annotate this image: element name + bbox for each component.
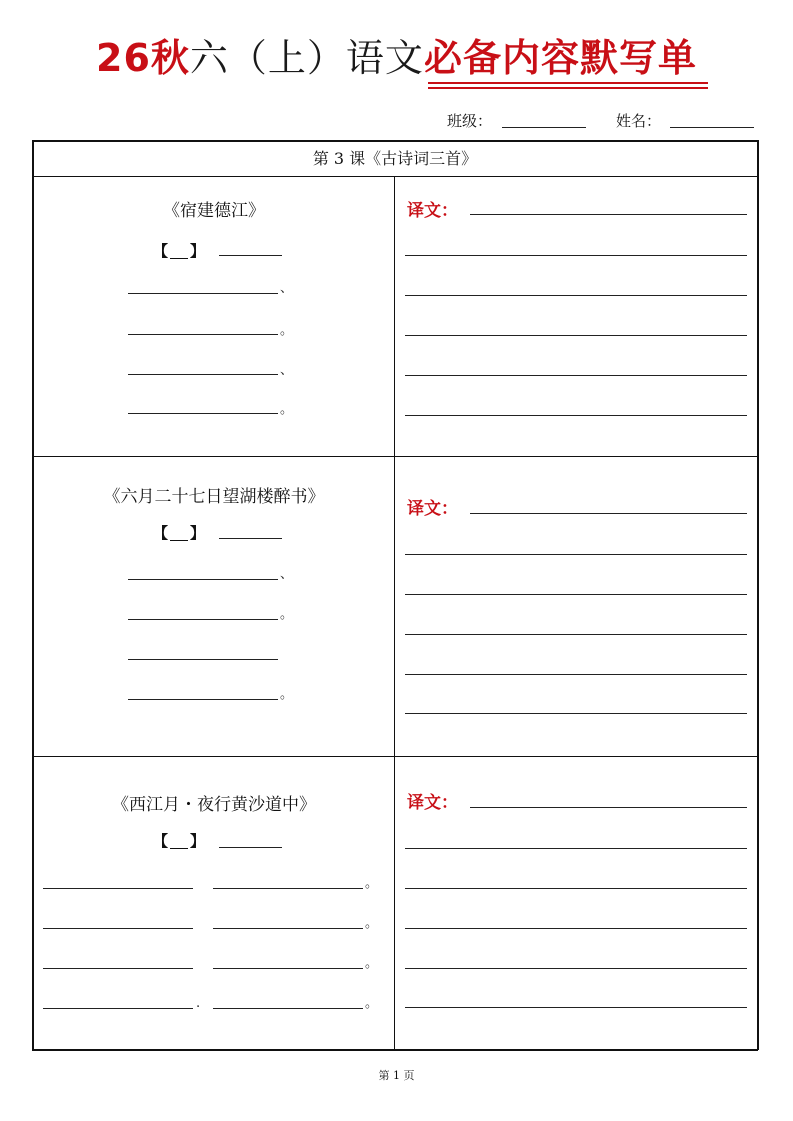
poem-3-punct-1: 。	[365, 876, 379, 891]
table-border-left	[32, 140, 34, 1050]
poem-3-translation-line-2[interactable]	[405, 848, 747, 849]
poem-3-line-2b[interactable]	[213, 928, 363, 929]
poem-3-punct-4: 。	[365, 996, 379, 1011]
table-border-header	[32, 176, 758, 177]
title-part-3: 必备内容默写单	[423, 36, 697, 80]
poem-1-translation-line-4[interactable]	[405, 335, 747, 336]
poem-2-translation-line-4[interactable]	[405, 634, 747, 635]
poem-2-author-blank[interactable]	[219, 538, 282, 539]
poem-2-translation-line-1[interactable]	[470, 513, 747, 514]
table-border-right	[757, 140, 759, 1050]
bracket-close: 】	[190, 524, 206, 542]
poem-3-punct-3: 。	[365, 956, 379, 971]
name-label: 姓名：	[616, 112, 662, 130]
poem-1-line-1[interactable]	[128, 293, 278, 294]
page-number: 第 1 页	[378, 1069, 415, 1082]
poem-3-translation-line-6[interactable]	[405, 1007, 747, 1008]
class-field[interactable]	[502, 127, 586, 128]
poem-2-line-4[interactable]	[128, 699, 278, 700]
poem-1-title: 《宿建德江》	[163, 201, 265, 221]
poem-2-line-3[interactable]	[128, 659, 278, 660]
poem-1-line-3[interactable]	[128, 374, 278, 375]
poem-3-author-blank[interactable]	[219, 847, 282, 848]
poem-3-punct-4-left: .	[196, 996, 201, 1011]
poem-1-translation-line-2[interactable]	[405, 255, 747, 256]
poem-2-translation-label: 译文：	[407, 499, 458, 519]
poem-1-author	[153, 240, 205, 261]
poem-3-line-1b[interactable]	[213, 888, 363, 889]
table-border-row2	[32, 756, 758, 757]
table-border-row1	[32, 456, 758, 457]
bracket-open: 【	[153, 832, 169, 850]
poem-3-author	[153, 830, 205, 851]
poem-3-line-1a[interactable]	[43, 888, 193, 889]
poem-1-author-blank[interactable]	[219, 255, 282, 256]
poem-1-line-4[interactable]	[128, 413, 278, 414]
poem-2-punct-2: 。	[280, 607, 294, 622]
title-part-1: 26秋	[96, 36, 190, 80]
poem-1-translation-line-5[interactable]	[405, 375, 747, 376]
dynasty-blank[interactable]	[170, 834, 188, 849]
poem-2-translation-line-6[interactable]	[405, 713, 747, 714]
title-underline-1	[428, 82, 708, 84]
poem-2-line-2[interactable]	[128, 619, 278, 620]
bracket-open: 【	[153, 242, 169, 260]
poem-1-punct-2: 。	[280, 323, 294, 338]
poem-2-punct-1: 、	[280, 567, 294, 582]
poem-3-translation-line-3[interactable]	[405, 888, 747, 889]
poem-2-translation-line-5[interactable]	[405, 674, 747, 675]
poem-1-translation-line-1[interactable]	[470, 214, 747, 215]
class-label: 班级：	[447, 112, 493, 130]
title-part-2: 六（上）语文	[189, 36, 424, 80]
poem-1-translation-label: 译文：	[407, 201, 458, 221]
poem-3-translation-label: 译文：	[407, 793, 458, 813]
poem-3-translation-line-5[interactable]	[405, 968, 747, 969]
bracket-open: 【	[153, 524, 169, 542]
poem-3-title: 《西江月・夜行黄沙道中》	[112, 795, 316, 815]
name-field[interactable]	[670, 127, 754, 128]
page-title	[0, 30, 793, 86]
poem-3-line-3a[interactable]	[43, 968, 193, 969]
poem-2-title: 《六月二十七日望湖楼醉书》	[103, 487, 325, 507]
bracket-close: 】	[190, 242, 206, 260]
poem-2-punct-4: 。	[280, 687, 294, 702]
poem-3-line-2a[interactable]	[43, 928, 193, 929]
poem-1-line-2[interactable]	[128, 334, 278, 335]
title-underline-2	[428, 87, 708, 89]
poem-3-line-4b[interactable]	[213, 1008, 363, 1009]
poem-1-punct-1: 、	[280, 281, 294, 296]
poem-3-line-3b[interactable]	[213, 968, 363, 969]
poem-2-translation-line-2[interactable]	[405, 554, 747, 555]
poem-2-line-1[interactable]	[128, 579, 278, 580]
lesson-title: 第 3 课《古诗词三首》	[312, 149, 478, 168]
poem-1-punct-3: 、	[280, 363, 294, 378]
bracket-close: 】	[190, 832, 206, 850]
table-border-bottom	[32, 1049, 758, 1051]
poem-1-punct-4: 。	[280, 402, 294, 417]
poem-1-translation-line-6[interactable]	[405, 415, 747, 416]
poem-3-translation-line-1[interactable]	[470, 807, 747, 808]
dynasty-blank[interactable]	[170, 526, 188, 541]
table-border-middle	[394, 176, 395, 1050]
poem-2-author	[153, 522, 205, 543]
poem-3-line-4a[interactable]	[43, 1008, 193, 1009]
poem-3-translation-line-4[interactable]	[405, 928, 747, 929]
poem-3-punct-2: 。	[365, 916, 379, 931]
poem-2-translation-line-3[interactable]	[405, 594, 747, 595]
poem-1-translation-line-3[interactable]	[405, 295, 747, 296]
dynasty-blank[interactable]	[170, 244, 188, 259]
